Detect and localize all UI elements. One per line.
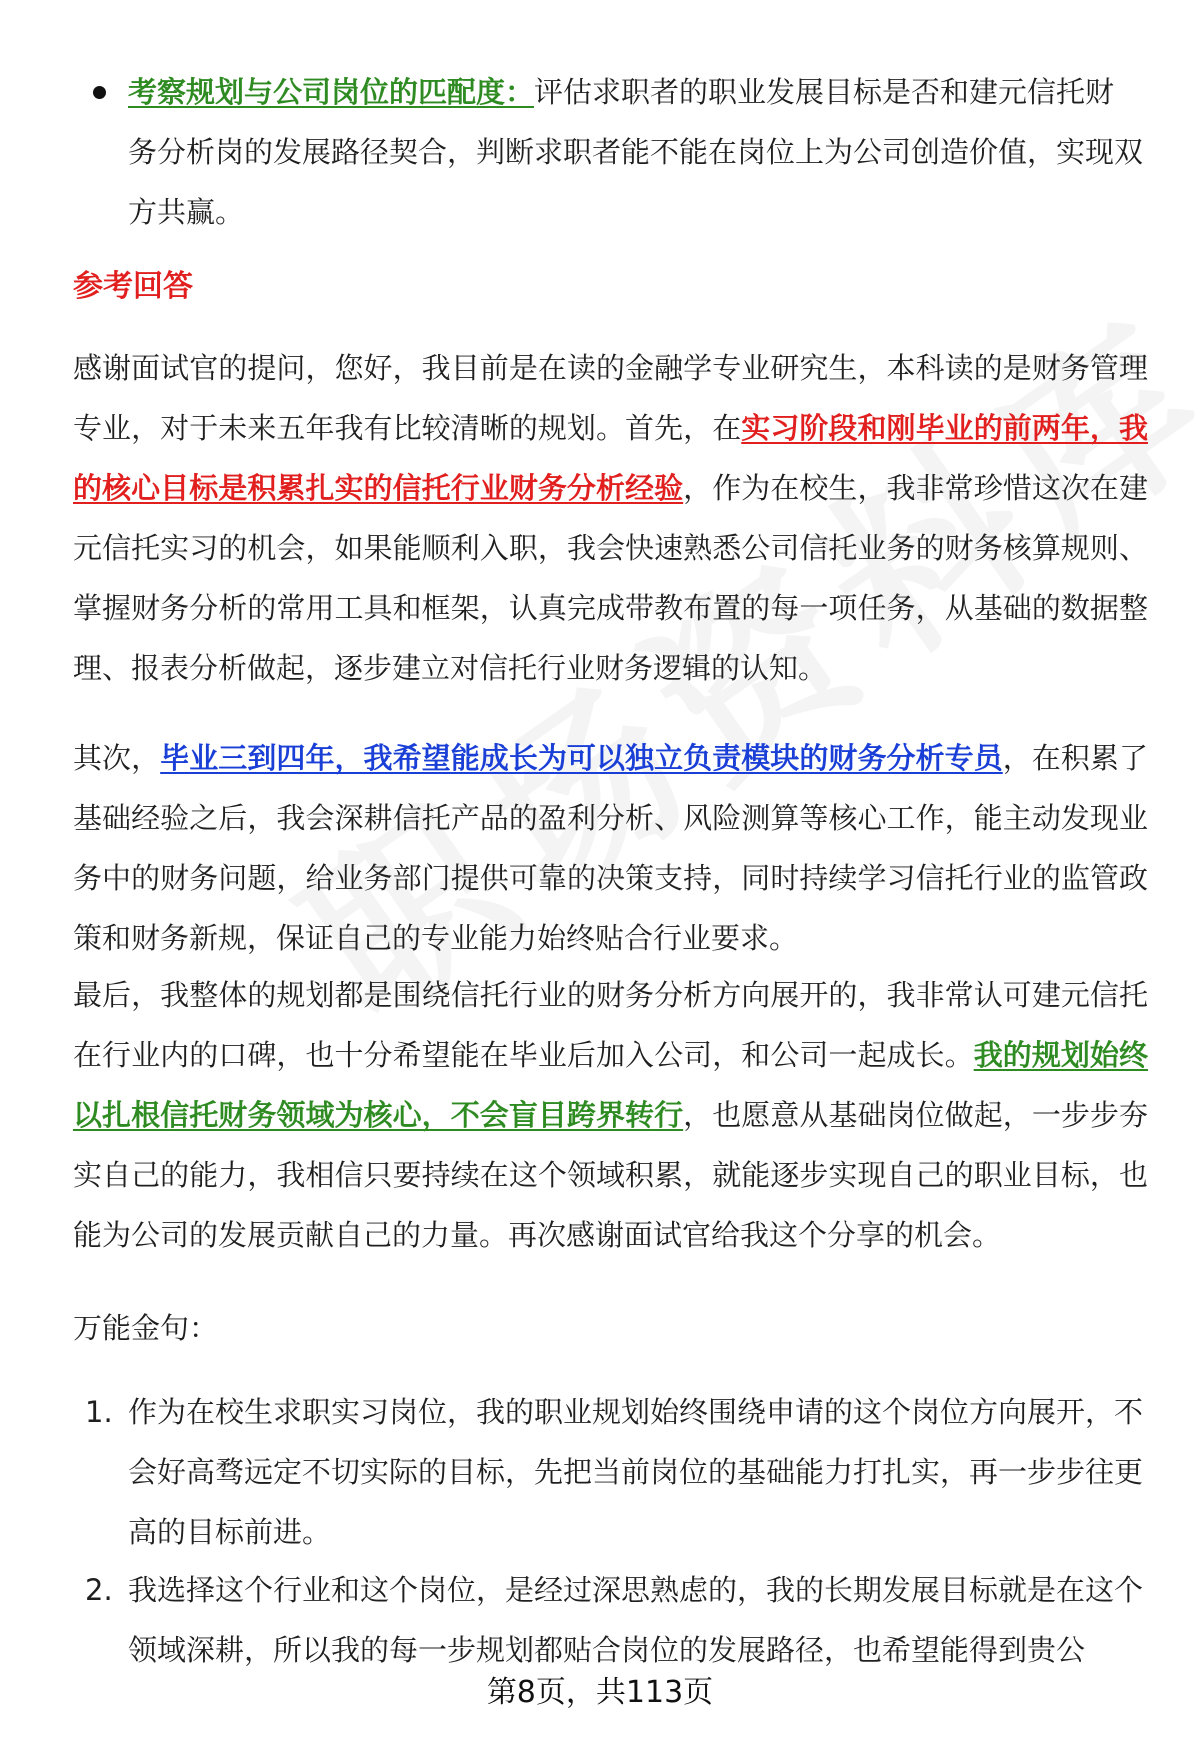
list-item-text: 作为在校生求职实习岗位，我的职业规划始终围绕申请的这个岗位方向展开，不会好高骛远定不切实际的目标，先把当前岗位的基础能力打扎实，再一步步往更高的目标前进。	[128, 1395, 1144, 1549]
paragraph-1-highlight: 实习阶段和刚毕业的前两年，我的核心目标是积累扎实的信托行业财务分析经验	[73, 411, 1148, 505]
list-item-text: 我选择这个行业和这个岗位，是经过深思熟虑的，我的长期发展目标就是在这个领域深耕，所以我的每一步规划都贴合岗位的发展路径，也希望能得到贵公	[128, 1573, 1144, 1667]
reference-answer-heading: 参考回答	[73, 269, 193, 304]
bullet-item	[93, 62, 1143, 242]
bullet-text	[128, 62, 1143, 242]
list-item	[73, 1560, 1148, 1680]
answer-paragraph-1	[73, 338, 1148, 698]
list-item-number: 1.	[85, 1395, 113, 1429]
bullet-dot-icon	[93, 86, 106, 99]
answer-paragraph-3	[73, 965, 1148, 1265]
paragraph-2-pre: 其次，	[73, 741, 161, 775]
paragraph-3-highlight: 我的规划始终以扎根信托财务领域为核心，不会盲目跨界转行	[73, 1038, 1148, 1132]
golden-sentences-label: 万能金句：	[73, 1311, 219, 1345]
list-item	[73, 1382, 1148, 1562]
paragraph-1-post: ，作为在校生，我非常珍惜这次在建元信托实习的机会，如果能顺利入职，我会快速熟悉公司信托业务的财务核算规则、掌握财务分析的常用工具和框架，认真完成带教布置的每一项任务，从基础的数据整理、报表分析做起，逐步建立对信托行业财务逻辑的认知。	[73, 471, 1148, 685]
bullet-label: 考察规划与公司岗位的匹配度：	[128, 75, 535, 109]
page-number-footer: 第8页，共113页	[486, 1675, 714, 1710]
paragraph-2-highlight: 毕业三到四年，我希望能成长为可以独立负责模块的财务分析专员	[160, 741, 1003, 775]
paragraph-1-pre: 感谢面试官的提问，您好，我目前是在读的金融学专业研究生，本科读的是财务管理专业，对于未来五年我有比较清晰的规划。首先，在	[73, 351, 1148, 445]
paragraph-3-post: ，也愿意从基础岗位做起，一步步夯实自己的能力，我相信只要持续在这个领域积累，就能逐步实现自己的职业目标，也能为公司的发展贡献自己的力量。再次感谢面试官给我这个分享的机会。	[73, 1098, 1148, 1252]
list-item-number: 2.	[85, 1573, 113, 1607]
paragraph-2-post: ，在积累了基础经验之后，我会深耕信托产品的盈利分析、风险测算等核心工作，能主动发现业务中的财务问题，给业务部门提供可靠的决策支持，同时持续学习信托行业的监管政策和财务新规，保证自己的专业能力始终贴合行业要求。	[73, 741, 1148, 955]
bullet-body: 评估求职者的职业发展目标是否和建元信托财务分析岗的发展路径契合，判断求职者能不能在岗位上为公司创造价值，实现双方共赢。	[128, 75, 1144, 229]
answer-paragraph-2	[73, 728, 1148, 968]
paragraph-3-pre: 最后，我整体的规划都是围绕信托行业的财务分析方向展开的，我非常认可建元信托在行业内的口碑，也十分希望能在毕业后加入公司，和公司一起成长。	[73, 978, 1148, 1072]
